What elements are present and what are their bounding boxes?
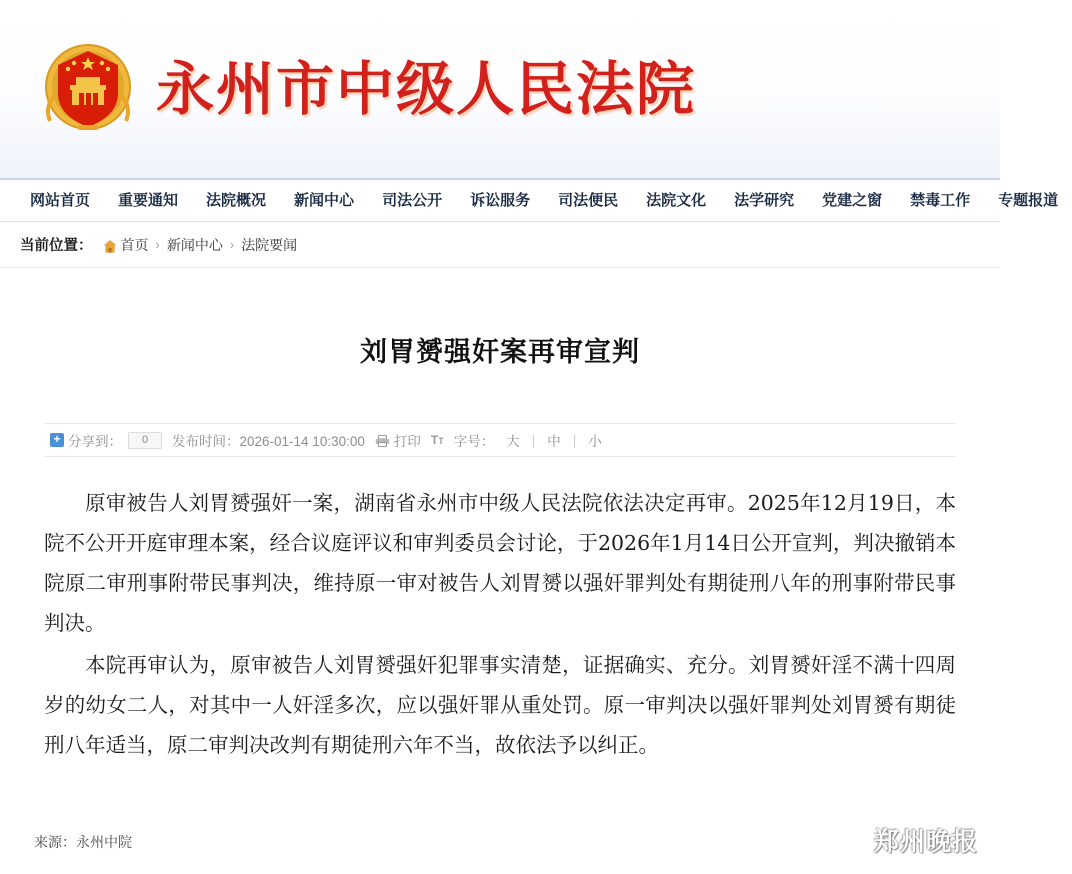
weibo-eye-icon (841, 827, 867, 853)
nav-item-anti-drug[interactable]: 禁毒工作 (910, 191, 971, 209)
printer-icon (375, 435, 390, 447)
nav-item-legal-research[interactable]: 法学研究 (734, 191, 795, 209)
breadcrumb-item-news-center[interactable]: 新闻中心 (166, 236, 223, 253)
print-label: 打印 (393, 434, 421, 449)
home-icon (103, 240, 117, 253)
article (0, 268, 1000, 765)
breadcrumb-separator-2: › (229, 237, 235, 252)
nav-item-court-overview[interactable]: 法院概况 (206, 191, 267, 209)
font-size-label: 字号： (453, 434, 495, 449)
nav-item-notices[interactable]: 重要通知 (118, 191, 179, 209)
page-title: 刘胃赟强奸案再审宣判 (360, 337, 640, 368)
publish-time-block (172, 430, 365, 450)
nav-item-litigation-services[interactable]: 诉讼服务 (470, 191, 531, 209)
national-emblem-icon (34, 35, 142, 143)
share-button[interactable] (50, 430, 162, 450)
breadcrumb-item-home[interactable]: 首页 (120, 236, 149, 253)
breadcrumb-item-court-news[interactable]: 法院要闻 (241, 236, 298, 253)
watermark-text: 郑州晚报 (873, 827, 978, 856)
breadcrumb-separator-1: › (155, 237, 160, 252)
watermark (841, 822, 978, 858)
breadcrumb-label: 当前位置： (20, 238, 93, 254)
nav-item-news-center[interactable]: 新闻中心 (294, 191, 355, 209)
font-size-small[interactable]: 小 (588, 434, 602, 449)
nav-item-special-reports[interactable]: 专题报道 (998, 191, 1059, 209)
share-label: 分享到： (68, 434, 122, 449)
main-navigation (0, 178, 1059, 222)
breadcrumb (0, 222, 1000, 268)
nav-item-court-culture[interactable]: 法院文化 (646, 191, 707, 209)
font-size-medium[interactable]: 中 (547, 434, 561, 449)
meta-divider-1: | (531, 432, 536, 448)
nav-item-party-building[interactable]: 党建之窗 (822, 191, 883, 209)
article-paragraph-2: 本院再审认为，原审被告人刘胃赟强奸犯罪事实清楚，证据确实、充分。刘胃赟奸淫不满十四周岁的幼女二人，对其中一人奸淫多次，应以强奸罪从重处罚。原一审判决以强奸罪判处刘胃赟有期徒刑八年适当，原二审判决改判有期徒刑六年不当，故依法予以纠正。 (44, 653, 956, 757)
article-body (44, 483, 956, 765)
publish-time: 2026-01-14 10:30:00 (239, 434, 365, 449)
font-size-icon: TT (430, 433, 444, 447)
article-meta-bar (44, 423, 956, 457)
publish-label: 发布时间： (172, 434, 240, 449)
plus-icon: + (50, 433, 64, 447)
site-banner (0, 0, 1000, 178)
article-source: 来源：永州中院 (34, 834, 132, 850)
print-button[interactable] (375, 430, 421, 450)
article-paragraph-1: 原审被告人刘胃赟强奸一案，湖南省永州市中级人民法院依法决定再审。2025年12月19日，本院不公开开庭审理本案，经合议庭评议和审判委员会讨论，于2026年1月14日公开宣判，判决撤销本院原二审刑事附带民事判决，维持原一审对被告人刘胃赟以强奸罪判处有期徒刑八年的刑事附带民事判决。 (44, 491, 956, 635)
nav-item-judicial-convenience[interactable]: 司法便民 (558, 191, 619, 209)
nav-item-home[interactable]: 网站首页 (30, 191, 91, 209)
share-count: 0 (128, 432, 162, 449)
nav-item-judicial-openness[interactable]: 司法公开 (382, 191, 443, 209)
site-title: 永州市中级人民法院 (156, 55, 697, 123)
meta-divider-2: | (572, 432, 577, 448)
font-size-large[interactable]: 大 (506, 434, 520, 449)
